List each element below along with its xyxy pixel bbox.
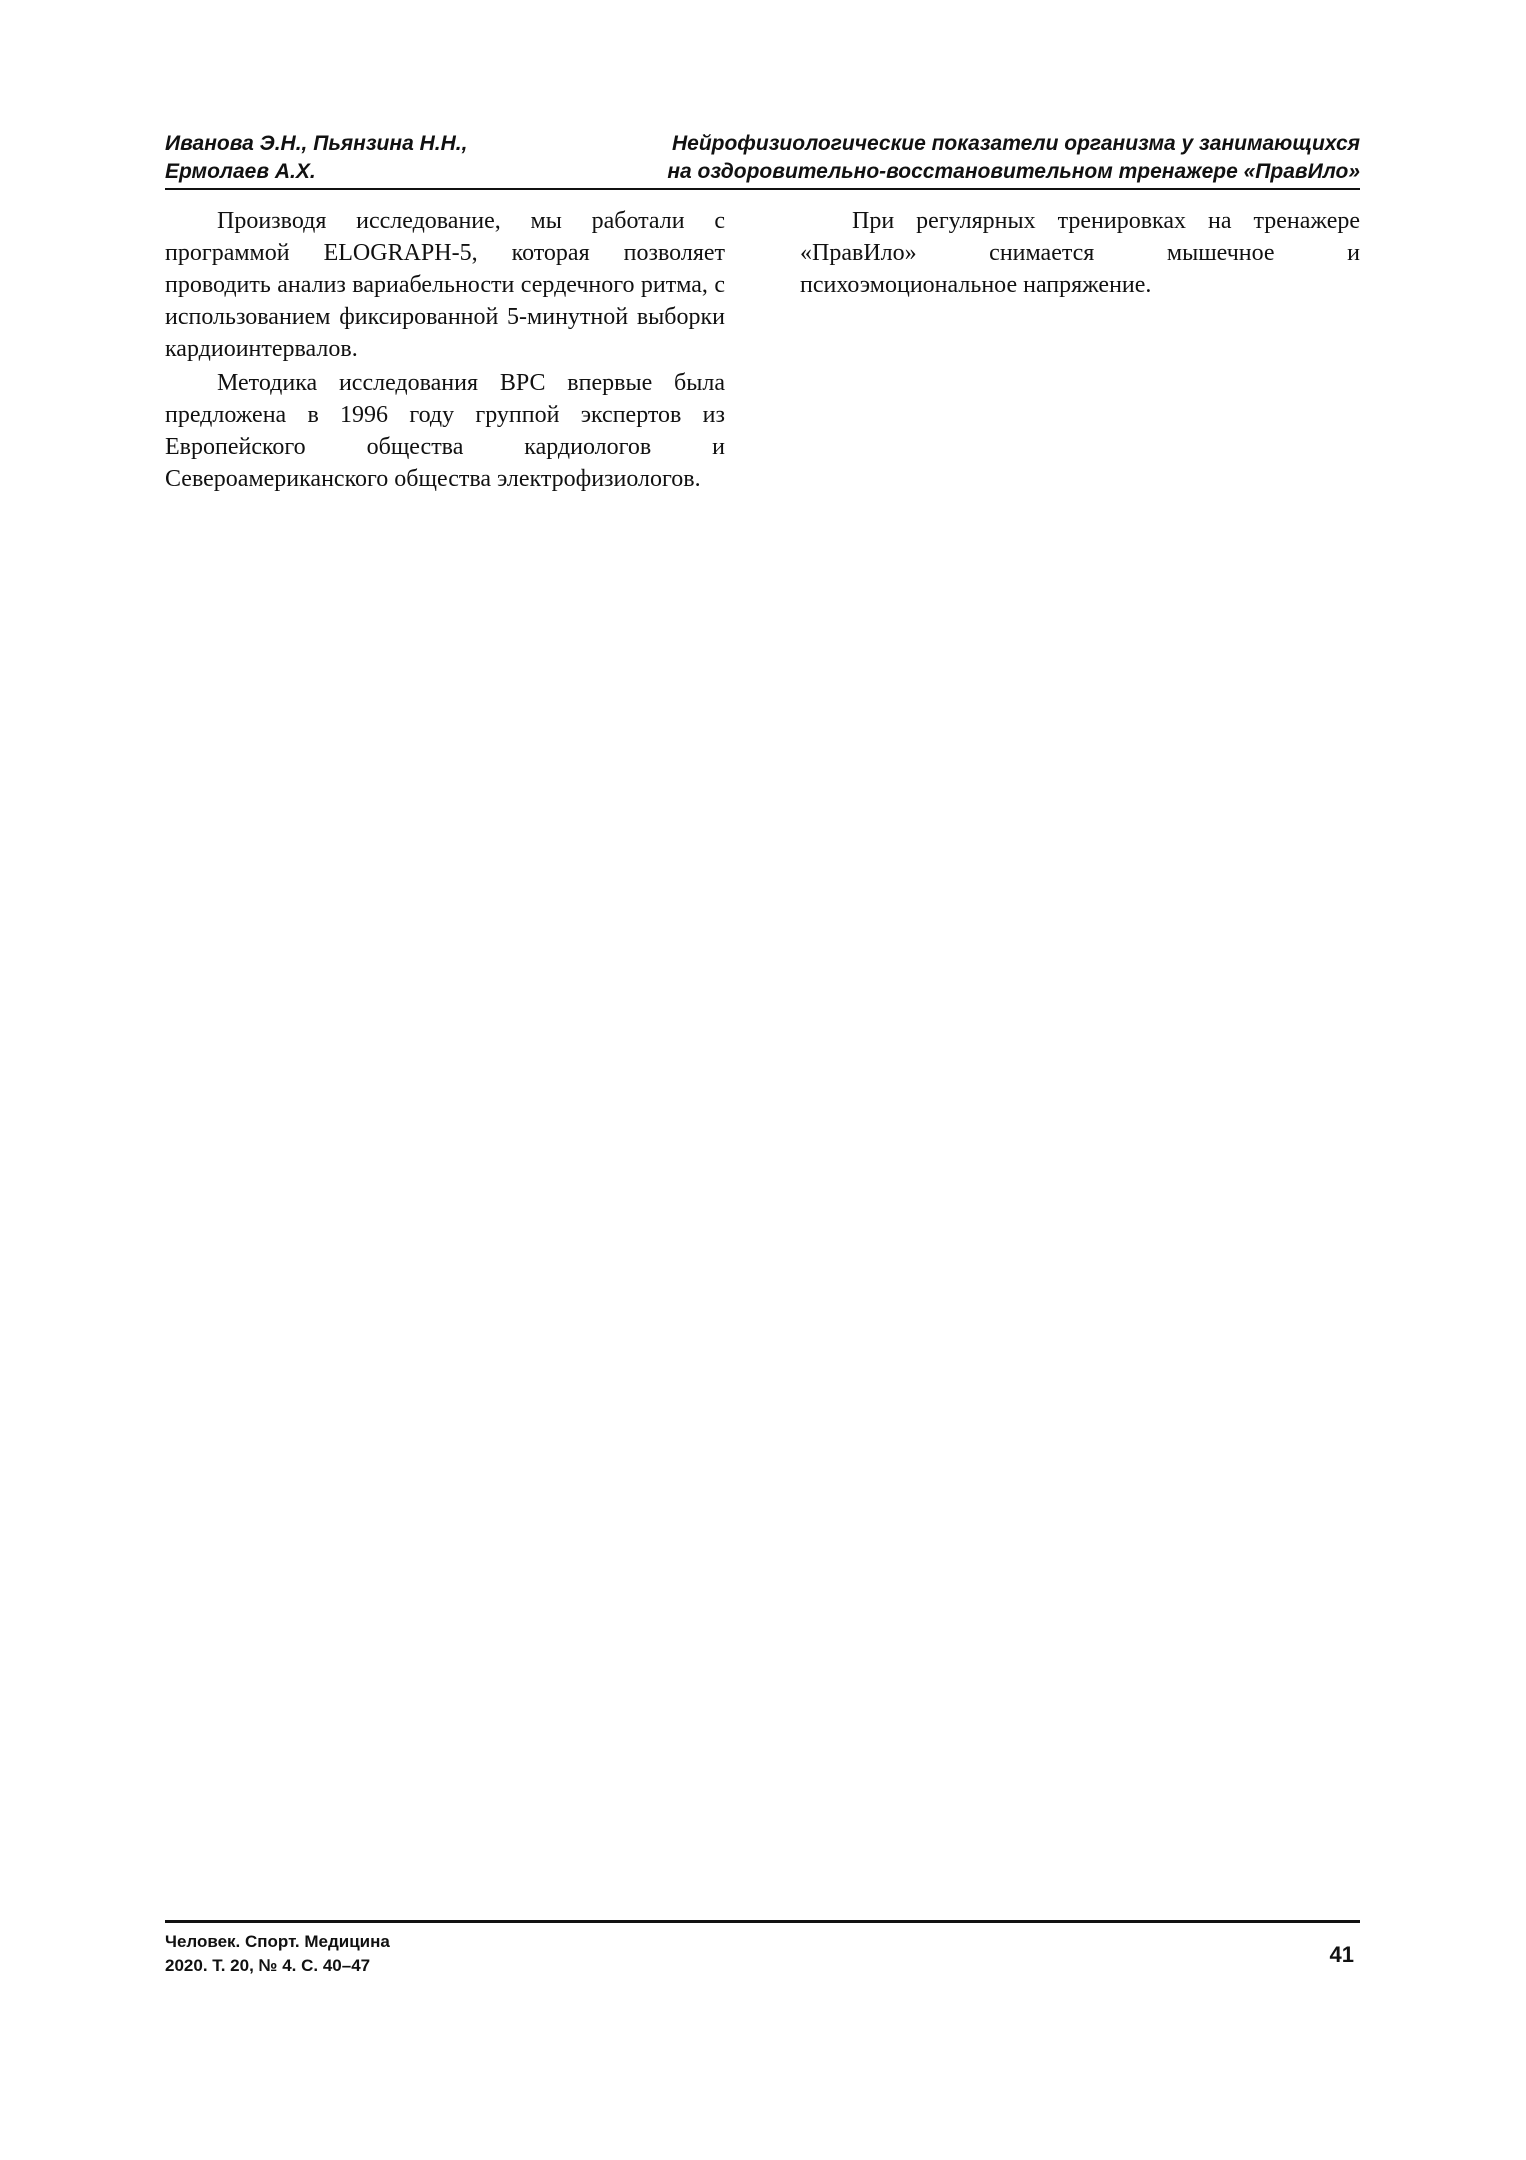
paragraph-left-2: Методика исследования ВРС впервые была предложена в 1996 году группой экспертов из Европейского общества кардиологов и Североамериканского общества электрофизиологов. <box>165 370 725 492</box>
running-footer <box>165 1930 1360 2000</box>
paragraph-right-1: При регулярных тренировках на тренажере «ПравИло» снимается мышечное и психоэмоциональное напряжение. <box>800 208 1360 298</box>
left-column <box>165 205 725 497</box>
right-column <box>800 205 1360 303</box>
header-article-title: Нейрофизиологические показатели организма у занимающихся на оздоровительно-восстановительном тренажере «ПравИло» <box>667 132 1360 183</box>
paragraph-left-1: Производя исследование, мы работали с программой ELOGRAPH-5, которая позволяет проводить анализ вариабельности сердечного ритма, с использованием фиксированной 5-минутной выборки кардиоинтервалов. <box>165 208 725 362</box>
page-number: 41 <box>1329 1942 1354 1967</box>
journal-citation: Человек. Спорт. Медицина 2020. Т. 20, № 4. С. 40–47 <box>165 1932 390 1975</box>
article-body <box>165 205 1360 1895</box>
header-divider <box>165 188 1360 190</box>
running-header <box>165 130 1360 188</box>
header-authors: Иванова Э.Н., Пьянзина Н.Н., Ермолаев А.Х. <box>165 132 468 183</box>
footer-divider <box>165 1920 1360 1923</box>
journal-page <box>165 130 1360 2030</box>
